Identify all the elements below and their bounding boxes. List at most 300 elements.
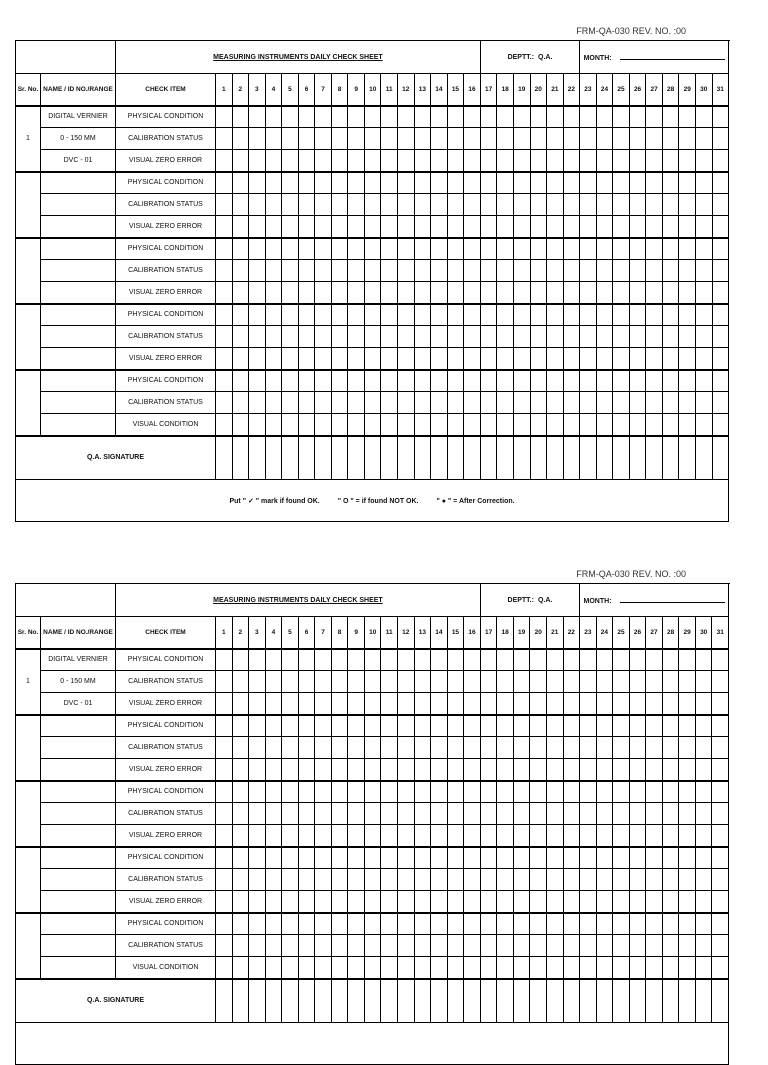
day-check-cell[interactable] [414,891,431,913]
day-check-cell[interactable] [513,392,530,414]
day-check-cell[interactable] [298,348,315,370]
day-check-cell[interactable] [629,693,646,715]
day-check-cell[interactable] [695,128,712,150]
day-check-cell[interactable] [530,957,547,979]
day-check-cell[interactable] [265,216,282,238]
day-check-cell[interactable] [679,891,696,913]
signature-cell[interactable] [530,436,547,480]
day-check-cell[interactable] [480,957,497,979]
day-check-cell[interactable] [265,370,282,392]
day-check-cell[interactable] [662,260,679,282]
day-check-cell[interactable] [547,260,564,282]
day-check-cell[interactable] [414,216,431,238]
day-check-cell[interactable] [282,370,299,392]
day-check-cell[interactable] [530,150,547,172]
day-check-cell[interactable] [662,392,679,414]
day-check-cell[interactable] [331,326,348,348]
day-check-cell[interactable] [464,304,481,326]
day-check-cell[interactable] [298,649,315,671]
day-check-cell[interactable] [447,825,464,847]
day-check-cell[interactable] [414,326,431,348]
day-check-cell[interactable] [282,847,299,869]
day-check-cell[interactable] [348,803,365,825]
day-check-cell[interactable] [497,803,514,825]
day-check-cell[interactable] [331,106,348,128]
day-check-cell[interactable] [331,847,348,869]
signature-cell[interactable] [381,979,398,1023]
day-check-cell[interactable] [331,348,348,370]
day-check-cell[interactable] [414,392,431,414]
day-check-cell[interactable] [348,957,365,979]
day-check-cell[interactable] [629,238,646,260]
day-check-cell[interactable] [596,781,613,803]
day-check-cell[interactable] [364,913,381,935]
day-check-cell[interactable] [447,869,464,891]
day-check-cell[interactable] [695,172,712,194]
day-check-cell[interactable] [216,150,233,172]
day-check-cell[interactable] [513,150,530,172]
day-check-cell[interactable] [331,737,348,759]
day-check-cell[interactable] [679,348,696,370]
day-check-cell[interactable] [580,216,597,238]
day-check-cell[interactable] [331,957,348,979]
day-check-cell[interactable] [331,781,348,803]
day-check-cell[interactable] [646,869,663,891]
day-check-cell[interactable] [331,282,348,304]
day-check-cell[interactable] [414,150,431,172]
day-check-cell[interactable] [613,715,630,737]
day-check-cell[interactable] [298,260,315,282]
day-check-cell[interactable] [563,414,580,436]
day-check-cell[interactable] [414,649,431,671]
day-check-cell[interactable] [398,326,415,348]
day-check-cell[interactable] [580,891,597,913]
day-check-cell[interactable] [315,150,332,172]
day-check-cell[interactable] [298,370,315,392]
day-check-cell[interactable] [563,106,580,128]
day-check-cell[interactable] [232,869,249,891]
day-check-cell[interactable] [513,869,530,891]
day-check-cell[interactable] [464,150,481,172]
day-check-cell[interactable] [629,869,646,891]
month-field[interactable] [580,41,729,74]
day-check-cell[interactable] [712,847,729,869]
day-check-cell[interactable] [563,715,580,737]
day-check-cell[interactable] [364,715,381,737]
day-check-cell[interactable] [695,304,712,326]
day-check-cell[interactable] [513,348,530,370]
day-check-cell[interactable] [364,693,381,715]
day-check-cell[interactable] [315,106,332,128]
day-check-cell[interactable] [381,150,398,172]
day-check-cell[interactable] [662,737,679,759]
day-check-cell[interactable] [679,737,696,759]
day-check-cell[interactable] [232,106,249,128]
day-check-cell[interactable] [580,715,597,737]
day-check-cell[interactable] [232,649,249,671]
day-check-cell[interactable] [447,957,464,979]
signature-cell[interactable] [662,979,679,1023]
day-check-cell[interactable] [447,172,464,194]
day-check-cell[interactable] [662,671,679,693]
day-check-cell[interactable] [364,671,381,693]
day-check-cell[interactable] [216,671,233,693]
day-check-cell[interactable] [464,869,481,891]
day-check-cell[interactable] [398,737,415,759]
day-check-cell[interactable] [265,150,282,172]
day-check-cell[interactable] [662,935,679,957]
day-check-cell[interactable] [613,847,630,869]
day-check-cell[interactable] [480,106,497,128]
day-check-cell[interactable] [282,803,299,825]
day-check-cell[interactable] [414,671,431,693]
day-check-cell[interactable] [315,781,332,803]
day-check-cell[interactable] [331,392,348,414]
day-check-cell[interactable] [580,348,597,370]
day-check-cell[interactable] [315,847,332,869]
day-check-cell[interactable] [447,216,464,238]
day-check-cell[interactable] [232,803,249,825]
day-check-cell[interactable] [712,392,729,414]
day-check-cell[interactable] [431,414,448,436]
signature-cell[interactable] [513,436,530,480]
day-check-cell[interactable] [530,370,547,392]
day-check-cell[interactable] [298,957,315,979]
day-check-cell[interactable] [447,737,464,759]
day-check-cell[interactable] [530,869,547,891]
day-check-cell[interactable] [348,869,365,891]
day-check-cell[interactable] [265,847,282,869]
day-check-cell[interactable] [596,414,613,436]
day-check-cell[interactable] [249,737,266,759]
day-check-cell[interactable] [613,781,630,803]
signature-cell[interactable] [331,979,348,1023]
day-check-cell[interactable] [381,803,398,825]
day-check-cell[interactable] [464,392,481,414]
day-check-cell[interactable] [464,348,481,370]
day-check-cell[interactable] [364,935,381,957]
day-check-cell[interactable] [249,935,266,957]
instrument-name-cell[interactable] [41,869,116,891]
day-check-cell[interactable] [679,150,696,172]
day-check-cell[interactable] [563,759,580,781]
day-check-cell[interactable] [315,238,332,260]
day-check-cell[interactable] [464,172,481,194]
day-check-cell[interactable] [662,803,679,825]
signature-cell[interactable] [646,436,663,480]
day-check-cell[interactable] [232,260,249,282]
day-check-cell[interactable] [265,106,282,128]
day-check-cell[interactable] [497,370,514,392]
day-check-cell[interactable] [447,370,464,392]
day-check-cell[interactable] [216,891,233,913]
day-check-cell[interactable] [629,891,646,913]
day-check-cell[interactable] [348,282,365,304]
day-check-cell[interactable] [298,737,315,759]
day-check-cell[interactable] [414,737,431,759]
day-check-cell[interactable] [629,715,646,737]
day-check-cell[interactable] [497,392,514,414]
day-check-cell[interactable] [381,106,398,128]
day-check-cell[interactable] [580,737,597,759]
day-check-cell[interactable] [315,715,332,737]
day-check-cell[interactable] [646,913,663,935]
day-check-cell[interactable] [348,414,365,436]
day-check-cell[interactable] [348,216,365,238]
day-check-cell[interactable] [547,172,564,194]
day-check-cell[interactable] [679,216,696,238]
signature-cell[interactable] [331,436,348,480]
day-check-cell[interactable] [695,847,712,869]
day-check-cell[interactable] [331,304,348,326]
day-check-cell[interactable] [712,370,729,392]
day-check-cell[interactable] [298,803,315,825]
day-check-cell[interactable] [530,891,547,913]
day-check-cell[interactable] [480,326,497,348]
day-check-cell[interactable] [364,781,381,803]
day-check-cell[interactable] [232,216,249,238]
day-check-cell[interactable] [546,891,563,913]
day-check-cell[interactable] [331,370,348,392]
signature-cell[interactable] [695,979,712,1023]
day-check-cell[interactable] [513,370,530,392]
day-check-cell[interactable] [315,649,332,671]
day-check-cell[interactable] [398,128,415,150]
day-check-cell[interactable] [464,715,481,737]
day-check-cell[interactable] [414,348,431,370]
day-check-cell[interactable] [265,260,282,282]
day-check-cell[interactable] [662,172,679,194]
day-check-cell[interactable] [497,935,514,957]
day-check-cell[interactable] [547,238,564,260]
day-check-cell[interactable] [381,671,398,693]
day-check-cell[interactable] [431,935,448,957]
signature-cell[interactable] [695,436,712,480]
day-check-cell[interactable] [646,216,663,238]
day-check-cell[interactable] [331,649,348,671]
day-check-cell[interactable] [282,671,299,693]
day-check-cell[interactable] [381,414,398,436]
day-check-cell[interactable] [513,737,530,759]
day-check-cell[interactable] [381,825,398,847]
day-check-cell[interactable] [563,803,580,825]
day-check-cell[interactable] [381,304,398,326]
day-check-cell[interactable] [348,106,365,128]
day-check-cell[interactable] [613,238,630,260]
month-input-line[interactable] [620,52,725,60]
day-check-cell[interactable] [596,216,613,238]
day-check-cell[interactable] [513,282,530,304]
day-check-cell[interactable] [265,414,282,436]
day-check-cell[interactable] [216,935,233,957]
day-check-cell[interactable] [282,172,299,194]
day-check-cell[interactable] [464,238,481,260]
day-check-cell[interactable] [282,260,299,282]
day-check-cell[interactable] [712,106,729,128]
signature-cell[interactable] [364,979,381,1023]
day-check-cell[interactable] [464,737,481,759]
day-check-cell[interactable] [530,847,547,869]
day-check-cell[interactable] [364,238,381,260]
day-check-cell[interactable] [497,957,514,979]
day-check-cell[interactable] [712,150,729,172]
day-check-cell[interactable] [613,194,630,216]
day-check-cell[interactable] [530,825,547,847]
day-check-cell[interactable] [381,348,398,370]
signature-cell[interactable] [712,979,729,1023]
day-check-cell[interactable] [315,282,332,304]
day-check-cell[interactable] [596,957,613,979]
day-check-cell[interactable] [596,304,613,326]
day-check-cell[interactable] [216,847,233,869]
day-check-cell[interactable] [398,414,415,436]
day-check-cell[interactable] [580,260,597,282]
day-check-cell[interactable] [265,671,282,693]
day-check-cell[interactable] [249,172,266,194]
day-check-cell[interactable] [298,238,315,260]
day-check-cell[interactable] [431,392,448,414]
day-check-cell[interactable] [712,759,729,781]
day-check-cell[interactable] [315,128,332,150]
day-check-cell[interactable] [547,150,564,172]
day-check-cell[interactable] [364,759,381,781]
day-check-cell[interactable] [530,392,547,414]
day-check-cell[interactable] [282,106,299,128]
day-check-cell[interactable] [398,847,415,869]
day-check-cell[interactable] [398,282,415,304]
day-check-cell[interactable] [216,737,233,759]
day-check-cell[interactable] [695,759,712,781]
day-check-cell[interactable] [265,869,282,891]
day-check-cell[interactable] [497,348,514,370]
day-check-cell[interactable] [216,781,233,803]
day-check-cell[interactable] [298,715,315,737]
day-check-cell[interactable] [629,150,646,172]
day-check-cell[interactable] [298,891,315,913]
day-check-cell[interactable] [662,825,679,847]
day-check-cell[interactable] [530,759,547,781]
day-check-cell[interactable] [331,715,348,737]
day-check-cell[interactable] [563,348,580,370]
day-check-cell[interactable] [547,392,564,414]
day-check-cell[interactable] [348,781,365,803]
signature-cell[interactable] [613,436,630,480]
day-check-cell[interactable] [464,282,481,304]
day-check-cell[interactable] [695,825,712,847]
day-check-cell[interactable] [331,869,348,891]
day-check-cell[interactable] [447,803,464,825]
day-check-cell[interactable] [431,671,448,693]
day-check-cell[interactable] [563,304,580,326]
day-check-cell[interactable] [662,414,679,436]
day-check-cell[interactable] [530,326,547,348]
day-check-cell[interactable] [695,216,712,238]
day-check-cell[interactable] [513,304,530,326]
day-check-cell[interactable] [315,216,332,238]
day-check-cell[interactable] [513,326,530,348]
day-check-cell[interactable] [265,392,282,414]
day-check-cell[interactable] [216,913,233,935]
day-check-cell[interactable] [265,326,282,348]
instrument-name-cell[interactable]: DIGITAL VERNIER [41,649,116,671]
day-check-cell[interactable] [232,326,249,348]
day-check-cell[interactable] [298,194,315,216]
day-check-cell[interactable] [265,172,282,194]
day-check-cell[interactable] [480,737,497,759]
day-check-cell[interactable] [497,891,514,913]
signature-cell[interactable] [431,436,448,480]
day-check-cell[interactable] [398,304,415,326]
day-check-cell[interactable] [530,238,547,260]
day-check-cell[interactable] [563,693,580,715]
day-check-cell[interactable] [216,326,233,348]
day-check-cell[interactable] [480,693,497,715]
day-check-cell[interactable] [464,370,481,392]
day-check-cell[interactable] [315,260,332,282]
day-check-cell[interactable] [613,759,630,781]
day-check-cell[interactable] [646,150,663,172]
signature-cell[interactable] [216,436,233,480]
day-check-cell[interactable] [679,282,696,304]
day-check-cell[interactable] [232,737,249,759]
signature-cell[interactable] [398,979,415,1023]
signature-cell[interactable] [563,436,580,480]
day-check-cell[interactable] [447,759,464,781]
day-check-cell[interactable] [315,671,332,693]
day-check-cell[interactable] [646,282,663,304]
day-check-cell[interactable] [546,913,563,935]
day-check-cell[interactable] [298,847,315,869]
day-check-cell[interactable] [613,260,630,282]
day-check-cell[interactable] [381,216,398,238]
day-check-cell[interactable] [431,693,448,715]
day-check-cell[interactable] [695,693,712,715]
day-check-cell[interactable] [414,913,431,935]
day-check-cell[interactable] [662,957,679,979]
signature-cell[interactable] [547,436,564,480]
day-check-cell[interactable] [480,649,497,671]
day-check-cell[interactable] [546,781,563,803]
day-check-cell[interactable] [546,759,563,781]
day-check-cell[interactable] [331,172,348,194]
instrument-name-cell[interactable]: 0 - 150 MM [41,671,116,693]
day-check-cell[interactable] [431,238,448,260]
instrument-name-cell[interactable] [41,913,116,935]
day-check-cell[interactable] [596,825,613,847]
day-check-cell[interactable] [596,172,613,194]
day-check-cell[interactable] [414,370,431,392]
day-check-cell[interactable] [712,891,729,913]
day-check-cell[interactable] [629,913,646,935]
day-check-cell[interactable] [216,128,233,150]
day-check-cell[interactable] [381,891,398,913]
day-check-cell[interactable] [364,282,381,304]
signature-cell[interactable] [530,979,547,1023]
day-check-cell[interactable] [646,128,663,150]
day-check-cell[interactable] [431,282,448,304]
day-check-cell[interactable] [613,326,630,348]
day-check-cell[interactable] [480,414,497,436]
day-check-cell[interactable] [646,693,663,715]
day-check-cell[interactable] [580,304,597,326]
signature-cell[interactable] [497,979,514,1023]
day-check-cell[interactable] [695,348,712,370]
day-check-cell[interactable] [695,715,712,737]
day-check-cell[interactable] [563,957,580,979]
day-check-cell[interactable] [431,759,448,781]
day-check-cell[interactable] [315,348,332,370]
day-check-cell[interactable] [414,869,431,891]
